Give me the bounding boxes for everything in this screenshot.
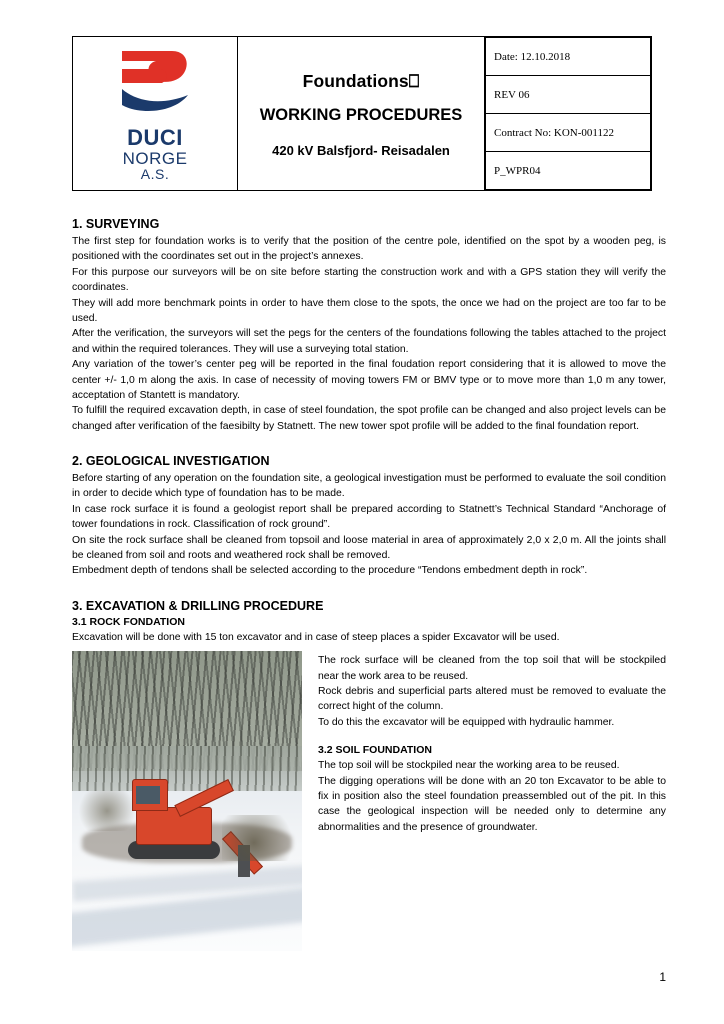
photo-vegetation-right: [222, 815, 302, 861]
geological-paragraph-1: Before starting of any operation on the foundation site, a geological investigation must be performed to evaluate the soil condition in order to decide which type of foundation has to be made.: [72, 473, 666, 500]
document-meta-cell: [485, 37, 652, 191]
photo-excavator-body: [136, 807, 212, 845]
logo-mark-icon: [116, 47, 194, 125]
photo-excavator-cab-window: [136, 786, 160, 804]
soil-foundation-paragraph-1: The top soil will be stockpiled near the working area to be reused.: [318, 760, 620, 772]
meta-contract: Contract No: KON-001122: [486, 114, 651, 152]
document-project-line: 420 kV Balsfjord- Reisadalen: [272, 143, 450, 158]
document-subtitle: WORKING PROCEDURES: [259, 106, 463, 124]
duci-norge-logo: [80, 41, 230, 185]
section-heading-excavation: 3. EXCAVATION & DRILLING PROCEDURE: [72, 598, 324, 613]
soil-foundation-paragraph-2: The digging operations will be done with an 20 ton Excavator to be able to fix in position also the steel foundation preassembled out of the pit. In this case the geological inspection will be needed only to determine any abnormalities and the presence of groundwater.: [318, 775, 666, 833]
surveying-paragraph-5: Any variation of the tower’s center peg will be reported in the final foudation report considering that it is allowed to move the center +/- 1,0 m along the axis. In case of necessity of moving towers FM or BMV type or to move more than 1,0 m any tower, acceptation of Stantett is mandatory.: [72, 359, 666, 401]
document-header-table: [72, 36, 652, 191]
section-heading-geological: 2. GEOLOGICAL INVESTIGATION: [72, 454, 270, 469]
logo-text-as: A.S.: [140, 166, 170, 183]
subsection-heading-soil-foundation: 3.2 SOIL FOUNDATION: [318, 744, 432, 757]
excavator-site-photo: [72, 651, 302, 951]
rock-foundation-paragraph-1: The rock surface will be cleaned from the top soil that will be stockpiled near the work area to be reused.: [318, 655, 666, 682]
document-title-cell: [238, 37, 485, 191]
excavation-text-column: [318, 651, 666, 951]
company-logo-cell: [73, 37, 238, 191]
geological-paragraph-4: Embedment depth of tendons shall be selected according to the procedure “Tendons embedment depth in rock”.: [72, 565, 588, 577]
meta-rev: REV 06: [486, 76, 651, 114]
surveying-paragraph-1: The first step for foundation works is to verify that the position of the centre pole, identified on the spot by a wooden peg, is positioned with the coordinates set out in the project’s annexes.: [72, 236, 666, 263]
logo-text-duci: DUCI: [127, 125, 183, 151]
surveying-paragraph-2: For this purpose our surveyors will be on site before starting the construction work and with a GPS station they will verify the coordinates.: [72, 266, 666, 294]
meta-doc-code: P_WPR04: [486, 152, 651, 190]
subsection-heading-rock-foundation: 3.1 ROCK FONDATION: [72, 615, 185, 628]
excavation-photo-column: [72, 651, 302, 951]
meta-date: Date: 12.10.2018: [486, 38, 651, 76]
surveying-paragraph-4: After the verification, the surveyors will set the pegs for the centers of the foundations following the tables attached to the project and within the required tolerances. They will use a surveying total station.: [72, 328, 666, 355]
page-number: 1: [659, 970, 666, 984]
rock-foundation-paragraph-2: Rock debris and superficial parts altered must be removed to evaluate the correct hight of the column.: [318, 685, 666, 713]
document-meta-table: [485, 37, 651, 190]
section-heading-surveying: 1. SURVEYING: [72, 217, 160, 231]
excavation-two-column-block: [72, 651, 666, 951]
rock-foundation-paragraph-3: To do this the excavator will be equipped with hydraulic hammer.: [318, 716, 615, 728]
rock-foundation-intro: Excavation will be done with 15 ton excavator and in case of steep places a spider Excavator will be used.: [72, 631, 560, 643]
logo-text-norge: NORGE: [122, 148, 188, 168]
geological-paragraph-3: On site the rock surface shall be cleaned from topsoil and loose material in area of approximately 2,0 x 2,0 m. All the joints shall be cleaned from soil and roots and weathered rock shall be removed.: [72, 534, 666, 562]
logo-wordmark: [80, 127, 230, 181]
document-title: Foundations⎕: [302, 71, 420, 91]
surveying-paragraph-6: To fulfill the required excavation depth, in case of steel foundation, the spot profile can be changed and also project levels can be changed after verification of the faesibilty by Statnett. The new tower spot profile will be added to the final foundation report.: [72, 405, 666, 432]
surveying-paragraph-3: They will add more benchmark points in order to have them close to the spots, the once we had on the project are too far to be used.: [72, 297, 666, 324]
geological-paragraph-2: In case rock surface it is found a geologist report shall be prepared according to Statnett’s Technical Standard “Anchorage of tower foundations in rock. Classification of rock ground”.: [72, 503, 666, 531]
